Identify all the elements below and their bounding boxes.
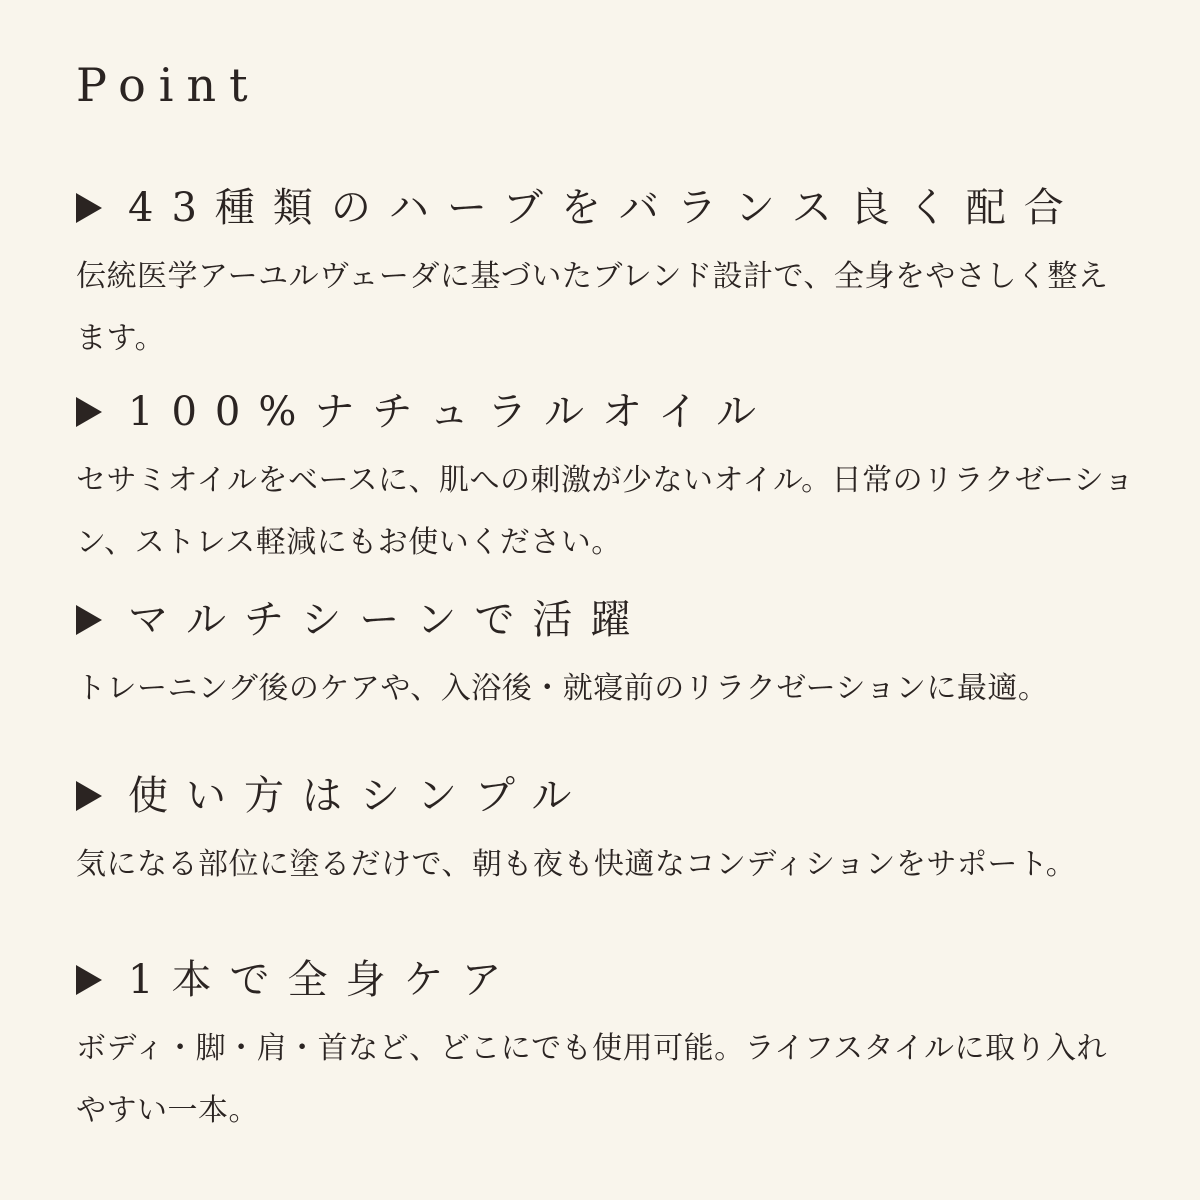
point-description: トレーニング後のケアや、入浴後・就寝前のリラクゼーションに最適。 [76,671,1049,706]
point-item-herbs [76,178,1136,370]
point-title-row [76,178,1136,238]
point-title-row [76,950,1136,1010]
point-title-row [76,766,1136,826]
point-description: セサミオイルをベースに、肌への刺激が少ないオイル。日常のリラクゼーション、ストレス軽減にもお使いください。 [76,463,1135,560]
point-title: 100%ナチュラルオイル [128,389,774,435]
point-title: 1本で全身ケア [128,957,520,1003]
triangle-right-icon [76,397,102,427]
triangle-right-icon [76,605,102,635]
point-item-simple-use [76,766,1136,896]
point-title-row [76,382,1136,442]
point-item-natural-oil [76,382,1136,574]
point-title: 43種類のハーブをバランス良く配合 [128,185,1082,231]
point-title-row [76,590,1136,650]
triangle-right-icon [76,965,102,995]
point-item-full-body-care [76,950,1136,1142]
point-item-multi-scene [76,590,1136,720]
triangle-right-icon [76,193,102,223]
point-description: ボディ・脚・肩・首など、どこにでも使用可能。ライフスタイルに取り入れやすい一本。 [76,1031,1107,1128]
point-title: 使い方はシンプル [128,773,590,819]
triangle-right-icon [76,781,102,811]
point-title: マルチシーンで活躍 [128,597,649,643]
point-description: 伝統医学アーユルヴェーダに基づいたブレンド設計で、全身をやさしく整えます。 [76,259,1109,356]
page-heading: Point [76,58,261,112]
point-description: 気になる部位に塗るだけで、朝も夜も快適なコンディションをサポート。 [76,847,1077,882]
